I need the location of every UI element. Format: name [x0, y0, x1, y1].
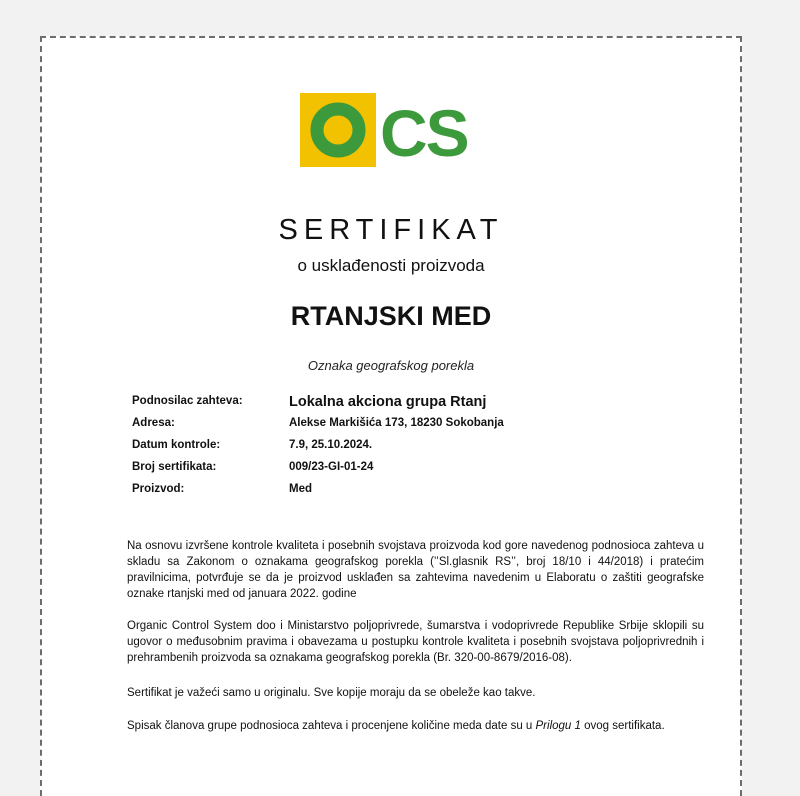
detail-label: Broj sertifikata: — [132, 461, 217, 473]
paragraph-contract: Organic Control System doo i Ministarstvo poljoprivrede, šumarstva i vodoprivrede Republike Srbije sklopili su ugovor o međusobnim pravima i obavezama u postupku kontrole kvaliteta i posebnih svojstava poljoprivrednih i prehrambenih proizvoda sa oznakama geografskog porekla (Br. 320-00-8679/2016-08). — [127, 620, 704, 664]
detail-row-product — [132, 483, 652, 505]
detail-value: Med — [289, 483, 312, 495]
paragraph-compliance: Na osnovu izvršene kontrole kvaliteta i posebnih svojstava proizvoda kod gore navedenog podnosioca zahteva u skladu sa Zakonom o oznakama geografskog porekla (’’Sl.glasnik RS’’, broj 18/10 i 44/2018) i pratećim pravilnicima, potvrđuje se da je proizvod usklađen sa zahtevima navedenim u Elaboratu o zaštiti geografske oznake rtanjski med od januara 2022. godine — [127, 540, 704, 600]
detail-value: Alekse Markišića 173, 18230 Sokobanja — [289, 417, 504, 429]
detail-row-certificate-number — [132, 461, 652, 483]
detail-row-control-date — [132, 439, 652, 461]
detail-label: Podnosilac zahteva: — [132, 395, 243, 407]
paragraph-annex — [127, 718, 704, 734]
detail-label: Datum kontrole: — [132, 439, 221, 451]
product-name: RTANJSKI MED — [290, 301, 492, 331]
annex-text-after: ovog sertifikata. — [580, 720, 665, 732]
certificate-subtitle: o usklađenosti proizvoda — [297, 256, 485, 275]
designation: Oznaka geografskog porekla — [307, 358, 475, 373]
detail-row-address — [132, 417, 652, 439]
detail-label: Adresa: — [132, 417, 175, 429]
detail-value: 009/23-GI-01-24 — [289, 461, 374, 473]
certificate-title: SERTIFIKAT — [278, 214, 504, 246]
detail-value: 7.9, 25.10.2024. — [289, 439, 373, 451]
logo-cs-letters: CS — [380, 96, 468, 167]
certificate-details — [132, 395, 652, 505]
certificate-page — [40, 36, 742, 796]
annex-reference: Prilogu 1 — [535, 720, 581, 732]
detail-label: Proizvod: — [132, 483, 185, 495]
ocs-logo — [300, 93, 492, 167]
detail-row-applicant — [132, 395, 652, 417]
detail-value: Lokalna akciona grupa Rtanj — [289, 394, 487, 410]
paragraph-validity: Sertifikat je važeći samo u originalu. Sve kopije moraju da se obeleže kao takve. — [127, 687, 536, 699]
annex-text-before: Spisak članova grupe podnosioca zahteva i procenjene količine meda date su u — [127, 720, 536, 732]
